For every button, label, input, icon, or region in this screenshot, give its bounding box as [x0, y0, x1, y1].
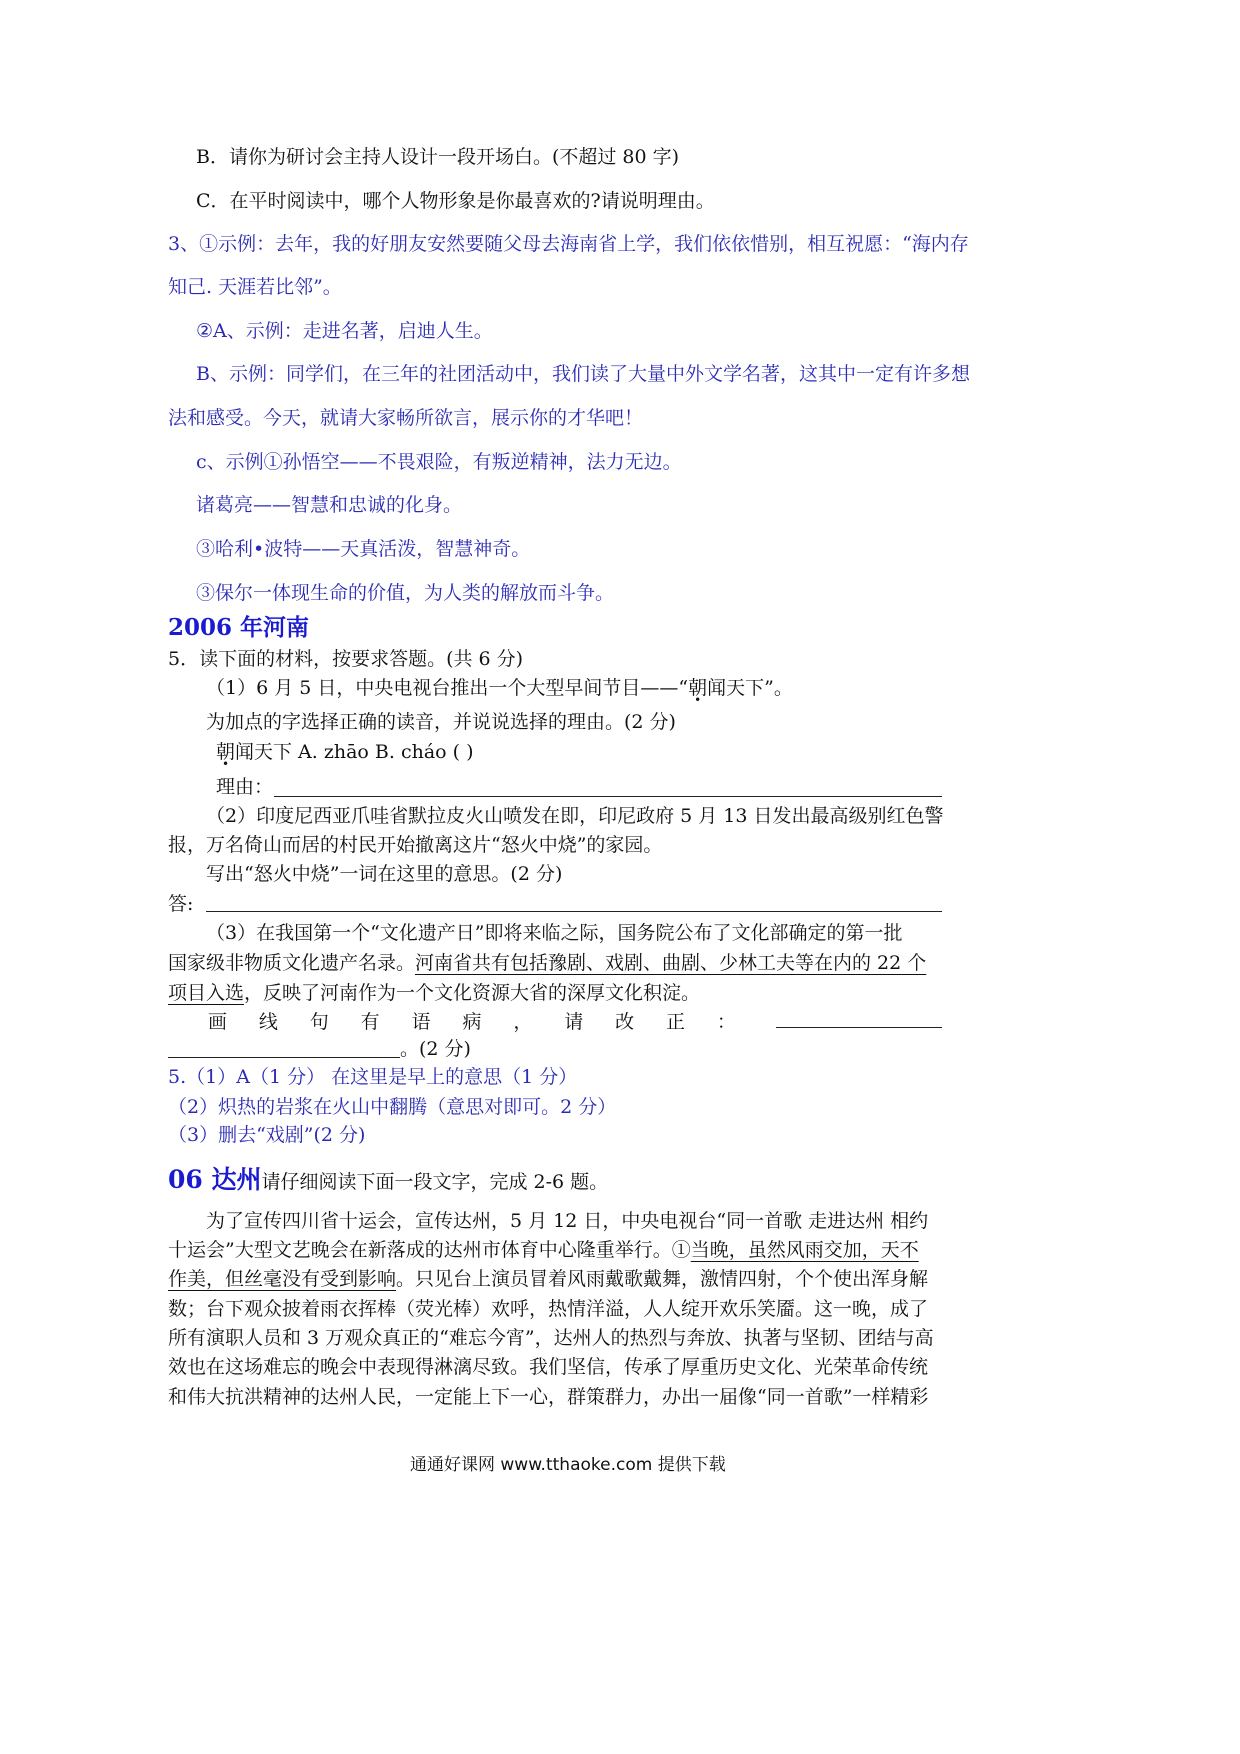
part3-score: 。(2 分) — [400, 1038, 471, 1060]
part2-line1: （2）印度尼西亚爪哇省默拉皮火山喷发在即，印尼政府 5 月 13 日发出最高级别红色警 — [206, 805, 944, 827]
dazhou-heading-row: 06 达州请仔细阅读下面一段文字，完成 2-6 题。 — [168, 1165, 609, 1194]
section-heading-dazhou: 06 达州 — [168, 1165, 262, 1194]
reason-answer-line[interactable] — [274, 796, 942, 797]
answer3-line1: 3、①示例：去年，我的好朋友安然要随父母去海南省上学，我们依依惜别，相互祝愿：“海内存 — [168, 233, 969, 255]
passage-line3: 作美，但丝毫没有受到影响。只见台上演员冒着风雨戴歌戴舞，激情四射，个个使出浑身解 — [168, 1268, 929, 1290]
part2-answer-label: 答: — [168, 893, 194, 915]
instruction-char: 句 — [309, 1011, 329, 1033]
instruction-char: 请 — [564, 1011, 584, 1033]
answer5-line3: （3）删去“戏剧”(2 分) — [168, 1124, 366, 1146]
part3-instruction — [208, 1009, 736, 1035]
part2-line2: 报，万名倚山而居的村民开始撤离这片“怒火中烧”的家园。 — [168, 834, 663, 856]
passage-line1: 为了宣传四川省十运会，宣传达州，5 月 12 日，中央电视台“同一首歌 走进达州 相约 — [206, 1210, 929, 1232]
answer3-line5: 法和感受。今天，就请大家畅所欲言，展示你的才华吧！ — [168, 407, 644, 429]
answer5-line1: 5.（1）A（1 分） 在这里是早上的意思（1 分） — [168, 1066, 578, 1088]
answer3-line7: 诸葛亮——智慧和忠诚的化身。 — [196, 494, 463, 516]
question-5: 5．读下面的材料，按要求答题。(共 6 分) — [168, 648, 524, 670]
correction-line-b[interactable] — [168, 1057, 400, 1058]
instruction-char: 正 — [666, 1011, 686, 1033]
part3-line2: 国家级非物质文化遗产名录。河南省共有包括豫剧、戏剧、曲剧、少林工夫等在内的 22 个 — [168, 952, 927, 974]
option-b: B．请你为研讨会主持人设计一段开场白。(不超过 80 字) — [196, 146, 680, 168]
option-c: C．在平时阅读中，哪个人物形象是你最喜欢的?请说明理由。 — [196, 190, 715, 212]
page-footer: 通通好课网 www.tthaoke.com 提供下载 — [410, 1455, 726, 1475]
section-heading-henan: 2006 年河南 — [168, 614, 310, 641]
underlined-sentence: 河南省共有包括豫剧、戏剧、曲剧、少林工夫等在内的 22 个 — [415, 952, 927, 974]
instruction-char: 改 — [615, 1011, 635, 1033]
answer5-line2: （2）炽热的岩浆在火山中翻腾（意思对即可。2 分） — [168, 1096, 617, 1118]
passage-line7: 和伟大抗洪精神的达州人民，一定能上下一心，群策群力，办出一届像“同一首歌”一样精彩 — [168, 1386, 929, 1408]
passage-line4: 数；台下观众披着雨衣挥棒（荧光棒）欢呼，热情洋溢，人人绽开欢乐笑靥。这一晚，成了 — [168, 1298, 929, 1320]
instruction-char: 线 — [258, 1011, 278, 1033]
passage-line6: 效也在这场难忘的晚会中表现得淋漓尽致。我们坚信，传承了厚重历史文化、光荣革命传统 — [168, 1356, 929, 1378]
answer3-line9: ③保尔一体现生命的价值，为人类的解放而斗争。 — [196, 582, 615, 604]
part3-line1: （3）在我国第一个“文化遗产日”即将来临之际，国务院公布了文化部确定的第一批 — [206, 922, 903, 944]
answer3-line6: c、示例①孙悟空——不畏艰险，有叛逆精神，法力无边。 — [196, 451, 682, 473]
answer3-line4: B、示例：同学们，在三年的社团活动中，我们读了大量中外文学名著，这其中一定有许多想 — [196, 363, 970, 385]
instruction-char: 有 — [360, 1011, 380, 1033]
instruction-char: 语 — [411, 1011, 431, 1033]
answer3-line3: ②A、示例：走进名著，启迪人生。 — [196, 320, 493, 342]
underlined-sentence: 当晚，虽然风雨交加，天不 — [690, 1239, 919, 1261]
instruction-char: ： — [716, 1011, 736, 1033]
instruction-char: 画 — [208, 1011, 228, 1033]
answer3-line2: 知己. 天涯若比邻”。 — [168, 276, 342, 298]
instruction-char: 病 — [462, 1011, 482, 1033]
dotted-char: 朝 — [688, 677, 708, 699]
underlined-sentence: 项目入选 — [168, 982, 245, 1004]
part3-line3: 项目入选，反映了河南作为一个文化资源大省的深厚文化积淀。 — [168, 982, 701, 1004]
part2-instruction: 写出“怒火中烧”一词在这里的意思。(2 分) — [206, 863, 563, 885]
dotted-char: 朝 — [216, 741, 236, 763]
part1-instruction: 为加点的字选择正确的读音，并说说选择的理由。(2 分) — [206, 711, 676, 733]
instruction-char: ， — [513, 1011, 533, 1033]
part1-text: （1）6 月 5 日，中央电视台推出一个大型早间节目——“朝闻天下”。 — [206, 677, 793, 699]
answer3-line8: ③哈利•波特——天真活泼，智慧神奇。 — [196, 538, 531, 560]
part1-options: 朝闻天下 A. zhāo B. cháo ( ) — [216, 741, 474, 763]
correction-line-a[interactable] — [776, 1027, 942, 1028]
passage-line2: 十运会”大型文艺晚会在新落成的达州市体育中心隆重举行。①当晚，虽然风雨交加，天不 — [168, 1239, 919, 1261]
part1-reason-label: 理由： — [216, 776, 274, 798]
part2-answer-line[interactable] — [206, 911, 942, 912]
passage-line5: 所有演职人员和 3 万观众真正的“难忘今宵”，达州人的热烈与奔放、执著与坚韧、团结与高 — [168, 1327, 934, 1349]
underlined-sentence: 作美，但丝毫没有受到影响 — [168, 1268, 397, 1290]
